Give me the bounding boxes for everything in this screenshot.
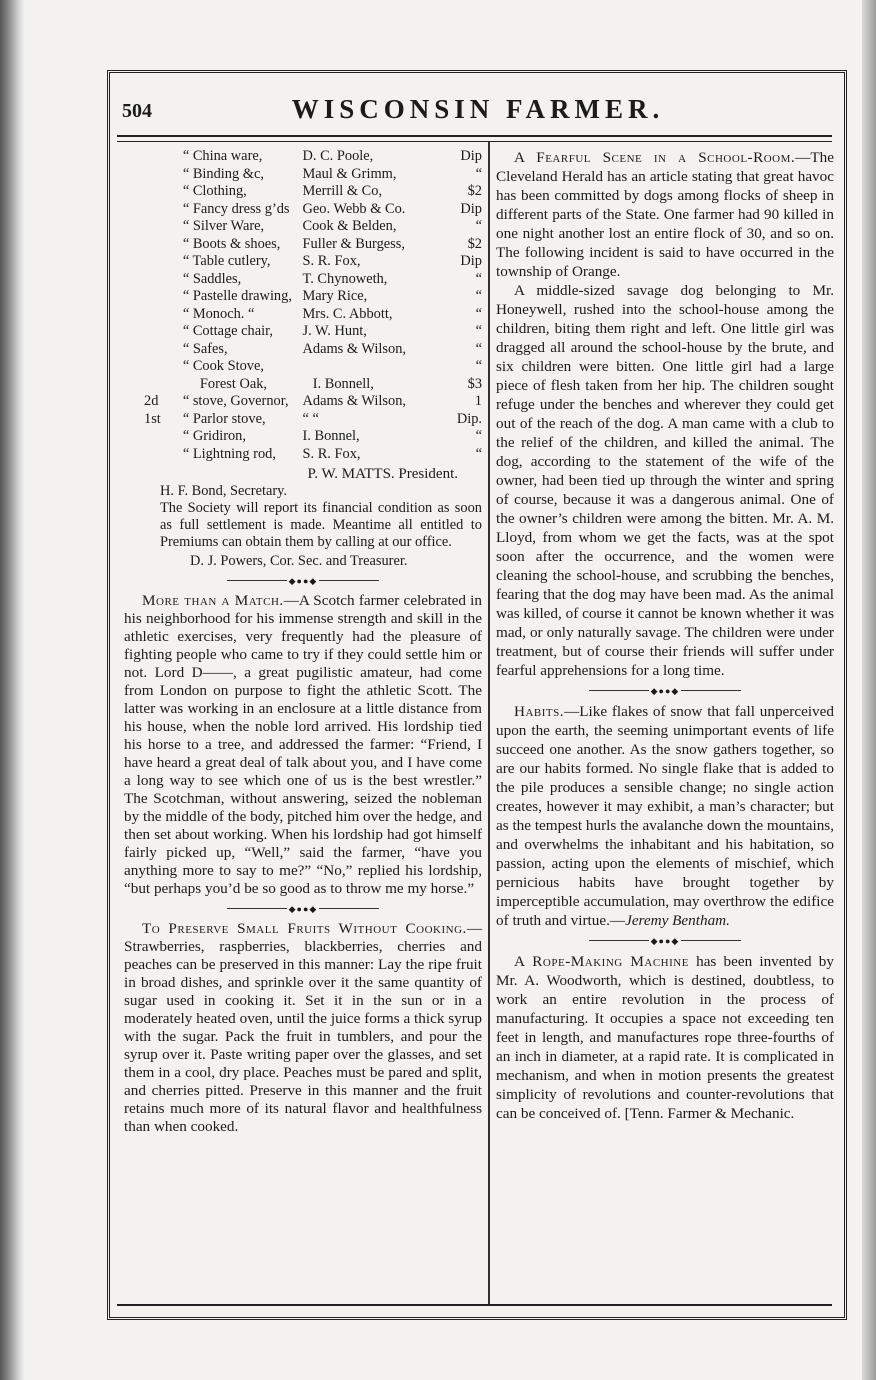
- premium-item: “ Boots & shoes,: [182, 235, 281, 252]
- article-fearful-para2: A middle-sized savage dog belonging to Mr. Honeywell, rushed into the school-house among the children, biting them right and left. One little girl was dragged all around the school-house by the brute, and six children were bitten. One little girl had a large piece of flesh taken from her hip. The children sought refuge under the benches and wherever they could get out of the reach of the dog. A man came with a club to the relief of the children, and killed the animal. The dog, according to the statement of the wife of the owner, had been tied up through the winter and spring of course, because it was a dangerous animal. One of the owner’s children were among the bitten. Mr. A. M. Lloyd, from whom we get the facts, was at the spot soon after the occurrence, and the women were cleaning the school-house, and scrubbing the benches, fearing that the dog may have been mad. As the animal was killed, of course it cannot be known whether it was mad, or only naturally savage. The children were under treatment, but of course their friends will suffer under fearful apprehensions for a long time.: [496, 282, 834, 679]
- president-signature: P. W. MATTS. President.: [307, 466, 458, 482]
- premium-item: “ Cottage chair,: [182, 323, 273, 339]
- premium-item: “ Monoch. “: [182, 305, 255, 322]
- premium-place: [124, 183, 161, 201]
- premium-row: [124, 411, 482, 429]
- article-fearful: [496, 148, 834, 281]
- premium-winner: Maul & Grimm,: [302, 165, 397, 182]
- premium-award: $2: [467, 183, 482, 199]
- separator-ornament: ◆●●◆: [124, 573, 482, 587]
- premium-row: [124, 218, 482, 236]
- article-rope-heading: A Rope-Making Machine: [514, 953, 689, 970]
- premium-award: “: [475, 445, 482, 462]
- premium-place: [124, 271, 161, 289]
- premium-winner: Adams & Wilson,: [302, 393, 406, 409]
- premium-item: Forest Oak,: [199, 375, 268, 392]
- secretary-line: [124, 483, 482, 500]
- premium-winner: J. W. Hunt,: [302, 323, 367, 339]
- page-right-edge: [862, 0, 876, 1380]
- premium-award: “: [475, 270, 482, 287]
- premium-winner: Adams & Wilson,: [302, 340, 406, 357]
- premium-item: “ Fancy dress g’ds: [182, 200, 290, 217]
- premium-row: [124, 446, 482, 464]
- premium-place: [124, 306, 161, 324]
- premium-row: [124, 201, 482, 219]
- premium-award: “: [475, 323, 482, 339]
- premium-row: [124, 393, 482, 411]
- bottom-rule: [117, 1304, 832, 1306]
- premium-place: [124, 323, 161, 341]
- premium-row: [124, 166, 482, 184]
- premium-place: [124, 428, 161, 446]
- premium-winner: T. Chynoweth,: [302, 270, 388, 287]
- treasurer-line: D. J. Powers, Cor. Sec. and Treasurer.: [190, 553, 408, 569]
- page-header: [118, 94, 838, 134]
- premium-place: 2d: [144, 393, 159, 409]
- premium-place: [124, 166, 161, 184]
- premium-item: “ Parlor stove,: [182, 410, 266, 427]
- premium-winner: Cook & Belden,: [302, 218, 397, 234]
- premium-row: [124, 236, 482, 254]
- premium-row: [124, 253, 482, 271]
- article-habits-heading: Habits.: [514, 703, 565, 720]
- premium-row: [124, 271, 482, 289]
- premium-row: [124, 341, 482, 359]
- premium-award: “: [475, 305, 482, 322]
- article-match: [124, 592, 482, 898]
- premium-place: [124, 218, 161, 236]
- premium-row: [124, 288, 482, 306]
- premium-item: “ Clothing,: [182, 183, 247, 199]
- separator-ornament: ◆●●◆: [496, 933, 834, 947]
- premium-award: “: [475, 218, 482, 234]
- article-match-heading: More than a Match.: [142, 592, 284, 609]
- premium-row: [124, 358, 482, 376]
- premium-row: [124, 183, 482, 201]
- premium-place: [124, 376, 160, 394]
- premium-award: “: [475, 288, 482, 304]
- premium-winner: I. Bonnel,: [302, 428, 360, 444]
- premium-place: [124, 288, 161, 306]
- premium-winner: Merrill & Co,: [302, 183, 383, 199]
- premium-row: [124, 306, 482, 324]
- article-rope: [496, 952, 834, 1123]
- premium-award: Dip: [460, 200, 482, 217]
- premium-winner: I. Bonnell,: [312, 375, 374, 392]
- page-binding-edge: [0, 0, 24, 1380]
- premium-place: [124, 446, 161, 464]
- article-fearful-para1: —The Cleveland Herald has an article stating that great havoc has been committed by dogs among flocks of sheep in different parts of the State. One farmer had 90 killed in one night another lost an entire flock of 30, and so on. The following incident is said to have occurred in the township of Orange.: [496, 149, 834, 280]
- premium-item: “ Silver Ware,: [182, 218, 265, 234]
- premium-row: [124, 376, 482, 394]
- premium-award: Dip: [460, 148, 482, 164]
- premium-place: [124, 201, 161, 219]
- article-habits-body: —Like flakes of snow that fall unperceived upon the earth, the seeming unimportant events of life succeed one another. As the snow gathers together, so are our habits formed. No single flake that is added to the pile produces a sensible change; no single action creates, however it may exhibit, a man’s character; but as the tempest hurls the avalanche down the mountains, and overwhelms the inhabitant and his habitation, so passion, acting upon the elements of mischief, which pernicious habits have brought together by imperceptible accumulation, may overthrow the edifice of truth and virtue.—: [496, 703, 834, 929]
- secretary-name: H. F. Bond, Secretary.: [160, 483, 288, 499]
- premium-award: Dip: [460, 253, 482, 269]
- premium-row: [124, 428, 482, 446]
- article-fruits-body: —Strawberries, raspberries, blackberries, cherries and peaches can be preserved in this manner: Lay the ripe fruit in broad dishes, and sprinkle over it the same quantity of sugar used in cooking it. Set it in the sun or in a moderately heated oven, until the juice forms a thick syrup with the sugar. Pack the fruit in tumblers, and pour the syrup over it. Paste writing paper over the glasses, and set them in a cool, dry place. Peaches must be pared and split, and cherries pitted. Preserve in this manner and the fruit retains much more of its natural flavor and healthfulness than when cooked.: [124, 920, 482, 1135]
- premium-place: [124, 236, 161, 254]
- premium-winner: Mrs. C. Abbott,: [302, 305, 393, 322]
- article-habits-attribution: Jeremy Bentham.: [625, 912, 730, 929]
- premium-award: “: [475, 358, 482, 374]
- premium-award: Dip.: [456, 410, 482, 427]
- article-fruits-heading: To Preserve Small Fruits Without Cooking.: [142, 920, 467, 937]
- premium-award: “: [475, 340, 482, 357]
- premium-list: [124, 148, 482, 463]
- premium-row: [124, 148, 482, 166]
- society-notice: The Society will report its financial condition as soon as full settlement is made. Meantime all entitled to Premiums can obtain them by calling at our office.: [160, 500, 482, 550]
- premium-item: “ Safes,: [182, 340, 228, 357]
- premium-item: “ Table cutlery,: [182, 253, 271, 269]
- article-rope-body: has been invented by Mr. A. Woodworth, which is destined, doubtless, to work an entire revolution in the process of manufacturing. It occupies a space not exceeding ten feet in length, and manufactures rope three-fourths of an inch in diameter, at a rapid rate. It is complicated in mechanism, and when in motion presents the greatest simplicity of revolutions and counter-revolutions that can be conceived of. [Tenn. Farmer & Mechanic.: [496, 953, 834, 1122]
- premium-item: “ Pastelle drawing,: [182, 288, 292, 304]
- premium-winner: S. R. Fox,: [302, 445, 361, 462]
- separator-ornament: ◆●●◆: [124, 901, 482, 915]
- premium-winner: “ “: [302, 410, 319, 427]
- premium-winner: D. C. Poole,: [302, 148, 374, 164]
- page-number: 504: [122, 100, 152, 122]
- premium-item: “ Binding &c,: [182, 165, 264, 182]
- page-title: WISCONSIN FARMER.: [291, 94, 665, 124]
- left-column: [124, 148, 482, 1136]
- premium-winner: Mary Rice,: [302, 288, 368, 304]
- premium-item: “ Lightning rod,: [182, 445, 276, 462]
- premium-place: [124, 148, 161, 166]
- separator-ornament: ◆●●◆: [496, 683, 834, 697]
- premium-item: “ Saddles,: [182, 270, 242, 287]
- premium-award: “: [475, 428, 482, 444]
- article-match-body: —A Scotch farmer celebrated in his neighborhood for his immense strength and skill in the athletic exercises, very frequently had the pleasure of fighting people who came to try if they could settle him or not. Lord D——, a great pugilistic amateur, had come from London on purpose to fight the athletic Scott. The latter was working in an enclosure at a little distance from his house, when the noble lord arrived. His lordship tied his horse to a tree, and addressed the farmer: “Friend, I have heard a great deal of talk about you, and I have come a long way to see which one of us is the best wrestler.” The Scotchman, without answering, seized the nobleman by the middle of the body, pitched him over the hedge, and then set about working. When his lordship had got himself fairly picked up, “Well,” said the farmer, “have you anything more to say to me?” “No,” replied his lordship, “but perhaps you’d be so good as to throw me my horse.”: [124, 592, 482, 897]
- article-fearful-heading: A Fearful Scene in a School-Room.: [514, 149, 796, 166]
- column-divider: [488, 142, 490, 1304]
- premium-item: “ Cook Stove,: [182, 358, 264, 374]
- premium-place: 1st: [144, 410, 161, 427]
- right-column: [496, 148, 834, 1123]
- premium-item: “ Gridiron,: [182, 428, 246, 444]
- premium-place: [124, 253, 161, 271]
- premium-item: “ China ware,: [182, 148, 263, 164]
- premium-place: [124, 358, 161, 376]
- article-habits: [496, 702, 834, 930]
- premium-award: “: [475, 165, 482, 182]
- header-rule: [117, 135, 832, 142]
- premium-award: 1: [474, 393, 482, 409]
- premium-place: [124, 341, 161, 359]
- premium-award: $2: [467, 235, 482, 252]
- premium-winner: Geo. Webb & Co.: [302, 200, 406, 217]
- premium-item: “ stove, Governor,: [182, 393, 289, 409]
- premium-winner: S. R. Fox,: [302, 253, 361, 269]
- premium-row: [124, 323, 482, 341]
- article-fruits: [124, 920, 482, 1136]
- premium-winner: Fuller & Burgess,: [302, 235, 405, 252]
- premium-award: $3: [467, 375, 483, 392]
- premium-winner: [303, 358, 443, 376]
